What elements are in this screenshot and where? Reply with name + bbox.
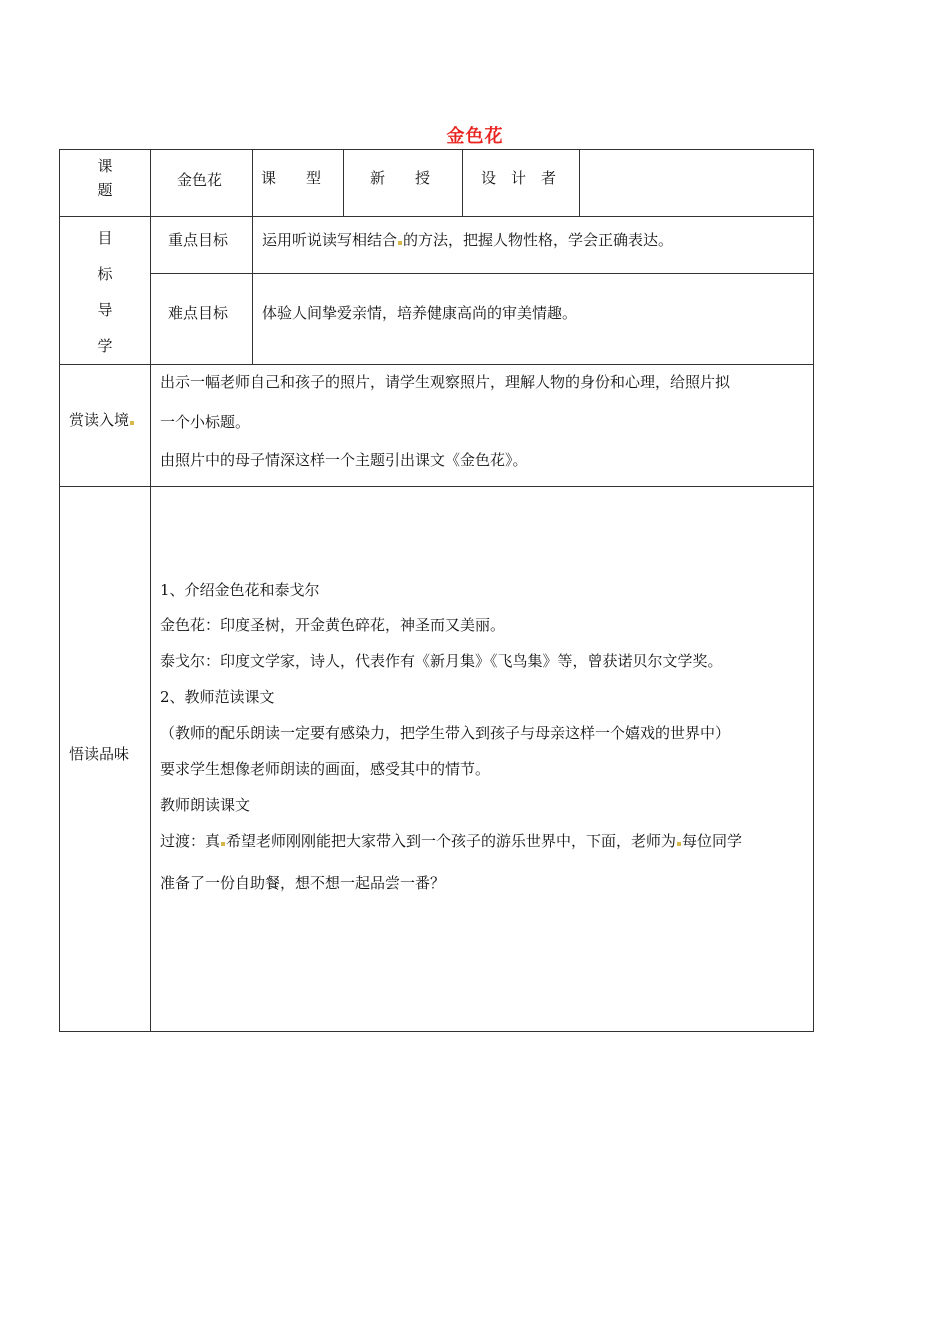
row-divider bbox=[59, 216, 814, 217]
type-label: 课 型 bbox=[261, 169, 322, 187]
edit-mark-icon bbox=[221, 842, 225, 846]
edit-mark-icon bbox=[677, 842, 681, 846]
topic-label: 课 题 bbox=[97, 157, 113, 199]
appreciate-line: 由照片中的母子情深这样一个主题引出课文《金色花》。 bbox=[160, 451, 528, 469]
savor-line: 2、教师范读课文 bbox=[160, 688, 275, 706]
savor-line: 要求学生想像老师朗读的画面，感受其中的情节。 bbox=[160, 760, 491, 778]
goals-section-label: 目 标 导 学 bbox=[97, 229, 113, 355]
type-value: 新 授 bbox=[370, 169, 431, 187]
savor-line: 金色花：印度圣树，开金黄色碎花，神圣而又美丽。 bbox=[160, 616, 506, 634]
transition-line: 准备了一份自助餐，想不想一起品尝一番？ bbox=[160, 874, 446, 892]
edit-mark-icon bbox=[130, 421, 134, 425]
lesson-name: 金色花 bbox=[177, 171, 223, 189]
transition-line: 过渡：真 希望老师刚刚能把大家带入到一个孩子的游乐世界中，下面，老师为 每位同学 bbox=[160, 832, 743, 850]
edit-mark-icon bbox=[398, 241, 402, 245]
column-divider bbox=[579, 149, 580, 216]
difficult-goal-text: 体验人间挚爱亲情，培养健康高尚的审美情趣。 bbox=[262, 304, 578, 322]
savor-label: 悟读品味 bbox=[69, 745, 130, 763]
column-divider bbox=[252, 149, 253, 364]
key-goal-text: 运用听说读写相结合 的方法，把握人物性格，学会正确表达。 bbox=[262, 231, 674, 249]
column-divider bbox=[150, 149, 151, 1032]
appreciate-label: 赏读入境 bbox=[69, 411, 135, 429]
column-divider bbox=[462, 149, 463, 216]
row-divider bbox=[150, 273, 814, 274]
appreciate-line: 一个小标题。 bbox=[160, 413, 251, 431]
appreciate-line: 出示一幅老师自己和孩子的照片，请学生观察照片，理解人物的身份和心理，给照片拟 bbox=[160, 373, 731, 391]
column-divider bbox=[343, 149, 344, 216]
designer-label: 设 计 者 bbox=[481, 169, 557, 187]
page-title: 金色花 bbox=[446, 126, 504, 147]
row-divider bbox=[59, 364, 814, 365]
savor-line: 教师朗读课文 bbox=[160, 796, 251, 814]
savor-line: 泰戈尔：印度文学家，诗人，代表作有《新月集》《飞鸟集》等，曾获诺贝尔文学奖。 bbox=[160, 652, 723, 670]
savor-line: 1、介绍金色花和泰戈尔 bbox=[160, 581, 320, 599]
savor-line: （教师的配乐朗读一定要有感染力，把学生带入到孩子与母亲这样一个嬉戏的世界中） bbox=[160, 724, 731, 742]
difficult-goal-label: 难点目标 bbox=[168, 304, 229, 322]
row-divider bbox=[59, 486, 814, 487]
key-goal-label: 重点目标 bbox=[168, 231, 229, 249]
